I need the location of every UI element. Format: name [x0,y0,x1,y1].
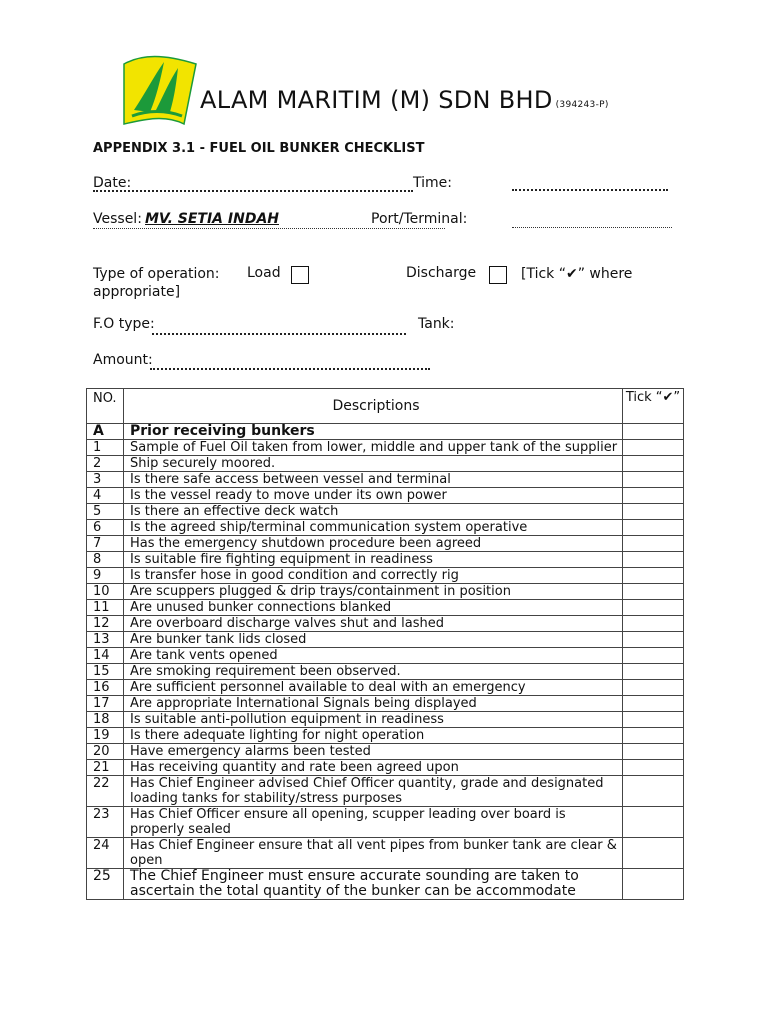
company-name [200,86,609,114]
table-row [87,869,684,900]
tank-label: Tank: [418,316,455,332]
discharge-label: Discharge [406,265,477,281]
row-description: Has Chief Engineer advised Chief Officer quantity, grade and designated loading tanks for stability/stress purposes [124,776,623,807]
row-number: 6 [87,520,124,536]
row-description: Is the vessel ready to move under its own power [124,488,623,504]
table-row [87,568,684,584]
table-row [87,536,684,552]
row-tick-cell[interactable] [623,760,684,776]
row-number: 2 [87,456,124,472]
row-description: Ship securely moored. [124,456,623,472]
row-number: 11 [87,600,124,616]
row-description: Sample of Fuel Oil taken from lower, middle and upper tank of the supplier [124,440,623,456]
row-description: Has Chief Officer ensure all opening, scupper leading over board is properly sealed [124,807,623,838]
row-description: Are unused bunker connections blanked [124,600,623,616]
row-number: 21 [87,760,124,776]
row-number: 8 [87,552,124,568]
row-tick-cell[interactable] [623,728,684,744]
row-description: Is transfer hose in good condition and correctly rig [124,568,623,584]
table-row [87,838,684,869]
row-tick-cell[interactable] [623,520,684,536]
tick-instruction: [Tick “✔” where appropriate] [93,266,633,300]
row-description: Is there adequate lighting for night operation [124,728,623,744]
row-description: Is suitable anti-pollution equipment in readiness [124,712,623,728]
row-tick-cell[interactable] [623,600,684,616]
row-number: 4 [87,488,124,504]
time-label: Time: [413,175,452,191]
vessel-label: Vessel: [93,211,142,227]
row-tick-cell[interactable] [623,568,684,584]
checklist-table [86,388,684,900]
row-number: 16 [87,680,124,696]
row-description: Has Chief Engineer ensure that all vent pipes from bunker tank are clear & open [124,838,623,869]
row-tick-cell[interactable] [623,456,684,472]
row-description: Are scuppers plugged & drip trays/containment in position [124,584,623,600]
row-number: 13 [87,632,124,648]
row-number: 25 [87,869,124,900]
company-name-text: ALAM MARITIM (M) SDN BHD [200,86,553,114]
section-no: A [87,424,124,440]
table-row [87,696,684,712]
row-tick-cell[interactable] [623,488,684,504]
row-number: 7 [87,536,124,552]
fo-type-label: F.O type: [93,316,155,332]
row-tick-cell[interactable] [623,536,684,552]
row-number: 15 [87,664,124,680]
row-number: 20 [87,744,124,760]
table-row [87,680,684,696]
row-description: Are sufficient personnel available to deal with an emergency [124,680,623,696]
row-tick-cell[interactable] [623,838,684,869]
table-row [87,472,684,488]
row-description: Is there safe access between vessel and terminal [124,472,623,488]
section-row [87,424,684,440]
row-tick-cell[interactable] [623,664,684,680]
table-row [87,776,684,807]
amount-line [150,366,430,370]
row-number: 12 [87,616,124,632]
row-tick-cell[interactable] [623,472,684,488]
row-tick-cell[interactable] [623,680,684,696]
row-description: Has the emergency shutdown procedure been agreed [124,536,623,552]
table-row [87,760,684,776]
table-row [87,744,684,760]
row-description: Is suitable fire fighting equipment in readiness [124,552,623,568]
table-row [87,552,684,568]
company-logo [120,52,198,130]
header-no: NO. [87,389,124,424]
section-title: Prior receiving bunkers [124,424,623,440]
row-description: Is the agreed ship/terminal communication system operative [124,520,623,536]
row-tick-cell[interactable] [623,807,684,838]
table-row [87,440,684,456]
row-tick-cell[interactable] [623,440,684,456]
row-description: Are appropriate International Signals being displayed [124,696,623,712]
row-number: 3 [87,472,124,488]
row-description: Are tank vents opened [124,648,623,664]
section-tick-cell [623,424,684,440]
row-description: Have emergency alarms been tested [124,744,623,760]
fo-type-line [152,331,406,335]
table-row [87,712,684,728]
port-terminal-label: Port/Terminal: [371,211,468,227]
table-row [87,807,684,838]
table-row [87,584,684,600]
row-number: 18 [87,712,124,728]
table-row [87,616,684,632]
row-description: Has receiving quantity and rate been agreed upon [124,760,623,776]
row-number: 19 [87,728,124,744]
row-tick-cell[interactable] [623,616,684,632]
time-line [512,187,668,191]
document-title: APPENDIX 3.1 - FUEL OIL BUNKER CHECKLIST [93,141,425,156]
row-tick-cell[interactable] [623,648,684,664]
row-description: Are overboard discharge valves shut and lashed [124,616,623,632]
date-line [93,188,413,192]
table-row [87,456,684,472]
row-number: 24 [87,838,124,869]
row-number: 1 [87,440,124,456]
tick-instruction-wrap [93,265,673,301]
table-row [87,664,684,680]
table-row [87,488,684,504]
table-row [87,648,684,664]
row-number: 9 [87,568,124,584]
date-label: Date: [93,175,132,191]
row-tick-cell[interactable] [623,869,684,900]
row-tick-cell[interactable] [623,696,684,712]
amount-label: Amount: [93,352,153,368]
header-tick: Tick “✔” [623,389,684,424]
table-row [87,504,684,520]
row-tick-cell[interactable] [623,776,684,807]
row-number: 22 [87,776,124,807]
company-registration: (394243-P) [555,100,609,110]
port-terminal-line [512,225,672,228]
table-header-row [87,389,684,424]
row-tick-cell[interactable] [623,584,684,600]
header-descriptions: Descriptions [124,389,623,424]
table-row [87,600,684,616]
row-tick-cell[interactable] [623,712,684,728]
row-tick-cell[interactable] [623,552,684,568]
table-row [87,728,684,744]
row-description: Are smoking requirement been observed. [124,664,623,680]
load-label: Load [247,265,281,281]
row-number: 23 [87,807,124,838]
row-tick-cell[interactable] [623,632,684,648]
row-number: 17 [87,696,124,712]
row-tick-cell[interactable] [623,504,684,520]
row-description: Is there an effective deck watch [124,504,623,520]
row-description: The Chief Engineer must ensure accurate sounding are taken to ascertain the total quantity of the bunker can be accommodate [124,869,623,900]
row-tick-cell[interactable] [623,744,684,760]
row-number: 5 [87,504,124,520]
table-row [87,520,684,536]
row-number: 14 [87,648,124,664]
row-number: 10 [87,584,124,600]
table-row [87,632,684,648]
vessel-value: MV. SETIA INDAH [145,211,279,227]
operation-label: Type of operation: [93,266,220,282]
row-description: Are bunker tank lids closed [124,632,623,648]
